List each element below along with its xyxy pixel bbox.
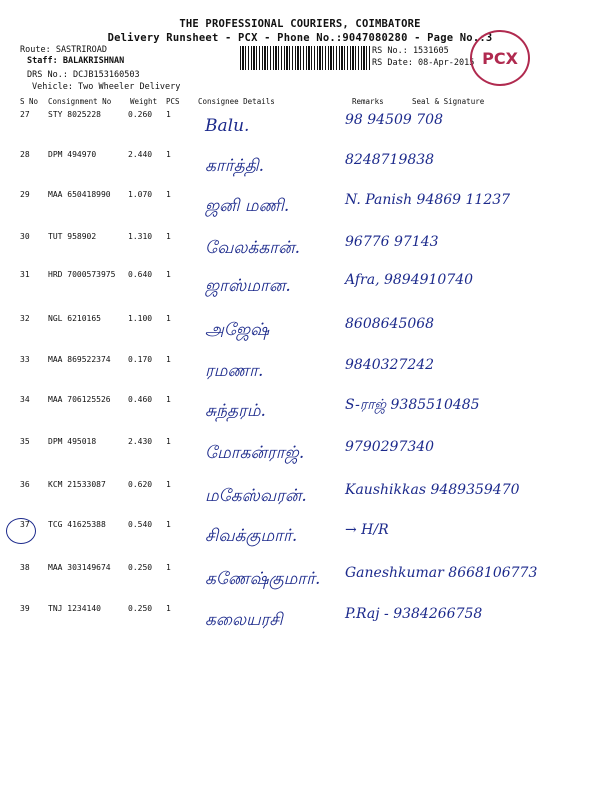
cell-consignment: TCG 41625388 [48,520,106,529]
cell-weight: 1.100 [128,314,153,323]
col-consignee: Consignee Details [198,97,275,106]
consignee-handwritten: ஜாஸ்மான. [205,276,291,296]
cell-consignment: MAA 869522374 [48,355,111,364]
cell-pcs: 1 [166,480,171,489]
route-label: Route: SASTRIROAD [20,45,107,55]
col-weight: Weight [130,97,158,106]
rs-date: RS Date: 08-Apr-2015 [372,58,475,68]
cell-pcs: 1 [166,520,171,529]
cell-consignment: STY 8025228 [48,110,101,119]
cell-consignment: MAA 303149674 [48,563,111,572]
cell-consignment: TUT 958902 [48,232,97,241]
cell-pcs: 1 [166,563,171,572]
cell-sno: 27 [20,110,30,119]
cell-sno: 33 [20,355,30,364]
cell-pcs: 1 [166,437,171,446]
consignee-handwritten: ரமணா. [205,361,264,381]
circle-mark [6,518,36,544]
cell-pcs: 1 [166,110,171,119]
cell-sno: 29 [20,190,30,199]
cell-sno: 32 [20,314,30,323]
consignee-handwritten: கலையரசி [205,610,283,630]
cell-consignment: DPM 494970 [48,150,97,159]
cell-pcs: 1 [166,314,171,323]
consignee-handwritten: கார்த்தி. [205,156,265,176]
cell-weight: 0.540 [128,520,153,529]
signature-remarks: 96776 97143 [345,234,439,250]
cell-weight: 0.250 [128,563,153,572]
signature-remarks: 98 94509 708 [345,112,443,128]
signature-remarks: S-ராஜ் 9385510485 [345,397,480,413]
cell-pcs: 1 [166,270,171,279]
signature-remarks: 8248719838 [345,152,435,168]
consignee-handwritten: மோகன்ராஜ். [205,443,305,463]
barcode [240,46,370,70]
consignee-handwritten: Balu. [205,116,250,136]
signature-remarks: Kaushikkas 9489359470 [345,482,520,498]
cell-consignment: MAA 706125526 [48,395,111,404]
cell-weight: 0.460 [128,395,153,404]
cell-weight: 0.170 [128,355,153,364]
signature-remarks: Ganeshkumar 8668106773 [345,565,538,581]
col-seal-signature: Seal & Signature [412,97,485,106]
cell-sno: 34 [20,395,30,404]
cell-weight: 0.260 [128,110,153,119]
signature-remarks: 8608645068 [345,316,435,332]
cell-sno: 35 [20,437,30,446]
cell-consignment: DPM 495018 [48,437,97,446]
cell-weight: 1.310 [128,232,153,241]
consignee-handwritten: கணேஷ்குமார். [205,569,321,589]
cell-pcs: 1 [166,355,171,364]
runsheet-subtitle: Delivery Runsheet - PCX - Phone No.:9047080280 - Page No.:3 [107,32,493,44]
cell-sno: 36 [20,480,30,489]
cell-pcs: 1 [166,604,171,613]
col-pcs: PCS [166,97,180,106]
cell-weight: 0.620 [128,480,153,489]
consignee-handwritten: சுந்தரம். [205,401,266,421]
vehicle-label: Vehicle: Two Wheeler Delivery [32,82,181,92]
cell-weight: 2.430 [128,437,153,446]
col-consignment: Consignment No [48,97,112,106]
cell-sno: 38 [20,563,30,572]
cell-sno: 31 [20,270,30,279]
company-title: THE PROFESSIONAL COURIERS, COIMBATORE [179,18,421,30]
consignee-handwritten: அஜேஷ் [205,320,270,340]
cell-sno: 30 [20,232,30,241]
cell-weight: 0.250 [128,604,153,613]
cell-sno: 28 [20,150,30,159]
col-sno: S No [20,97,39,106]
consignee-handwritten: வேலக்கான். [205,238,300,258]
signature-remarks: → H/R [345,522,389,538]
cell-pcs: 1 [166,232,171,241]
cell-sno: 37 [20,520,30,529]
cell-weight: 2.440 [128,150,153,159]
drs-number: DRS No.: DCJB153160503 [27,70,140,80]
consignee-handwritten: ஜனி மணி. [205,196,290,216]
cell-sno: 39 [20,604,30,613]
cell-weight: 0.640 [128,270,153,279]
consignee-handwritten: மகேஸ்வரன். [205,486,307,506]
col-remarks: Remarks [352,97,384,106]
signature-remarks: P.Raj - 9384266758 [345,606,483,622]
cell-consignment: HRD 7000573975 [48,270,116,279]
cell-pcs: 1 [166,190,171,199]
cell-consignment: MAA 650418990 [48,190,111,199]
signature-remarks: 9790297340 [345,439,435,455]
consignee-handwritten: சிவக்குமார். [205,526,298,546]
signature-remarks: 9840327242 [345,357,435,373]
cell-consignment: NGL 6210165 [48,314,101,323]
staff-label: Staff: BALAKRISHNAN [27,56,125,66]
signature-remarks: N. Panish 94869 11237 [345,192,511,208]
pcx-stamp: PCX [470,30,530,86]
cell-consignment: KCM 21533087 [48,480,106,489]
signature-remarks: Afra, 9894910740 [345,272,474,288]
cell-consignment: TNJ 1234140 [48,604,101,613]
cell-weight: 1.070 [128,190,153,199]
cell-pcs: 1 [166,395,171,404]
rs-number: RS No.: 1531605 [372,46,449,56]
cell-pcs: 1 [166,150,171,159]
